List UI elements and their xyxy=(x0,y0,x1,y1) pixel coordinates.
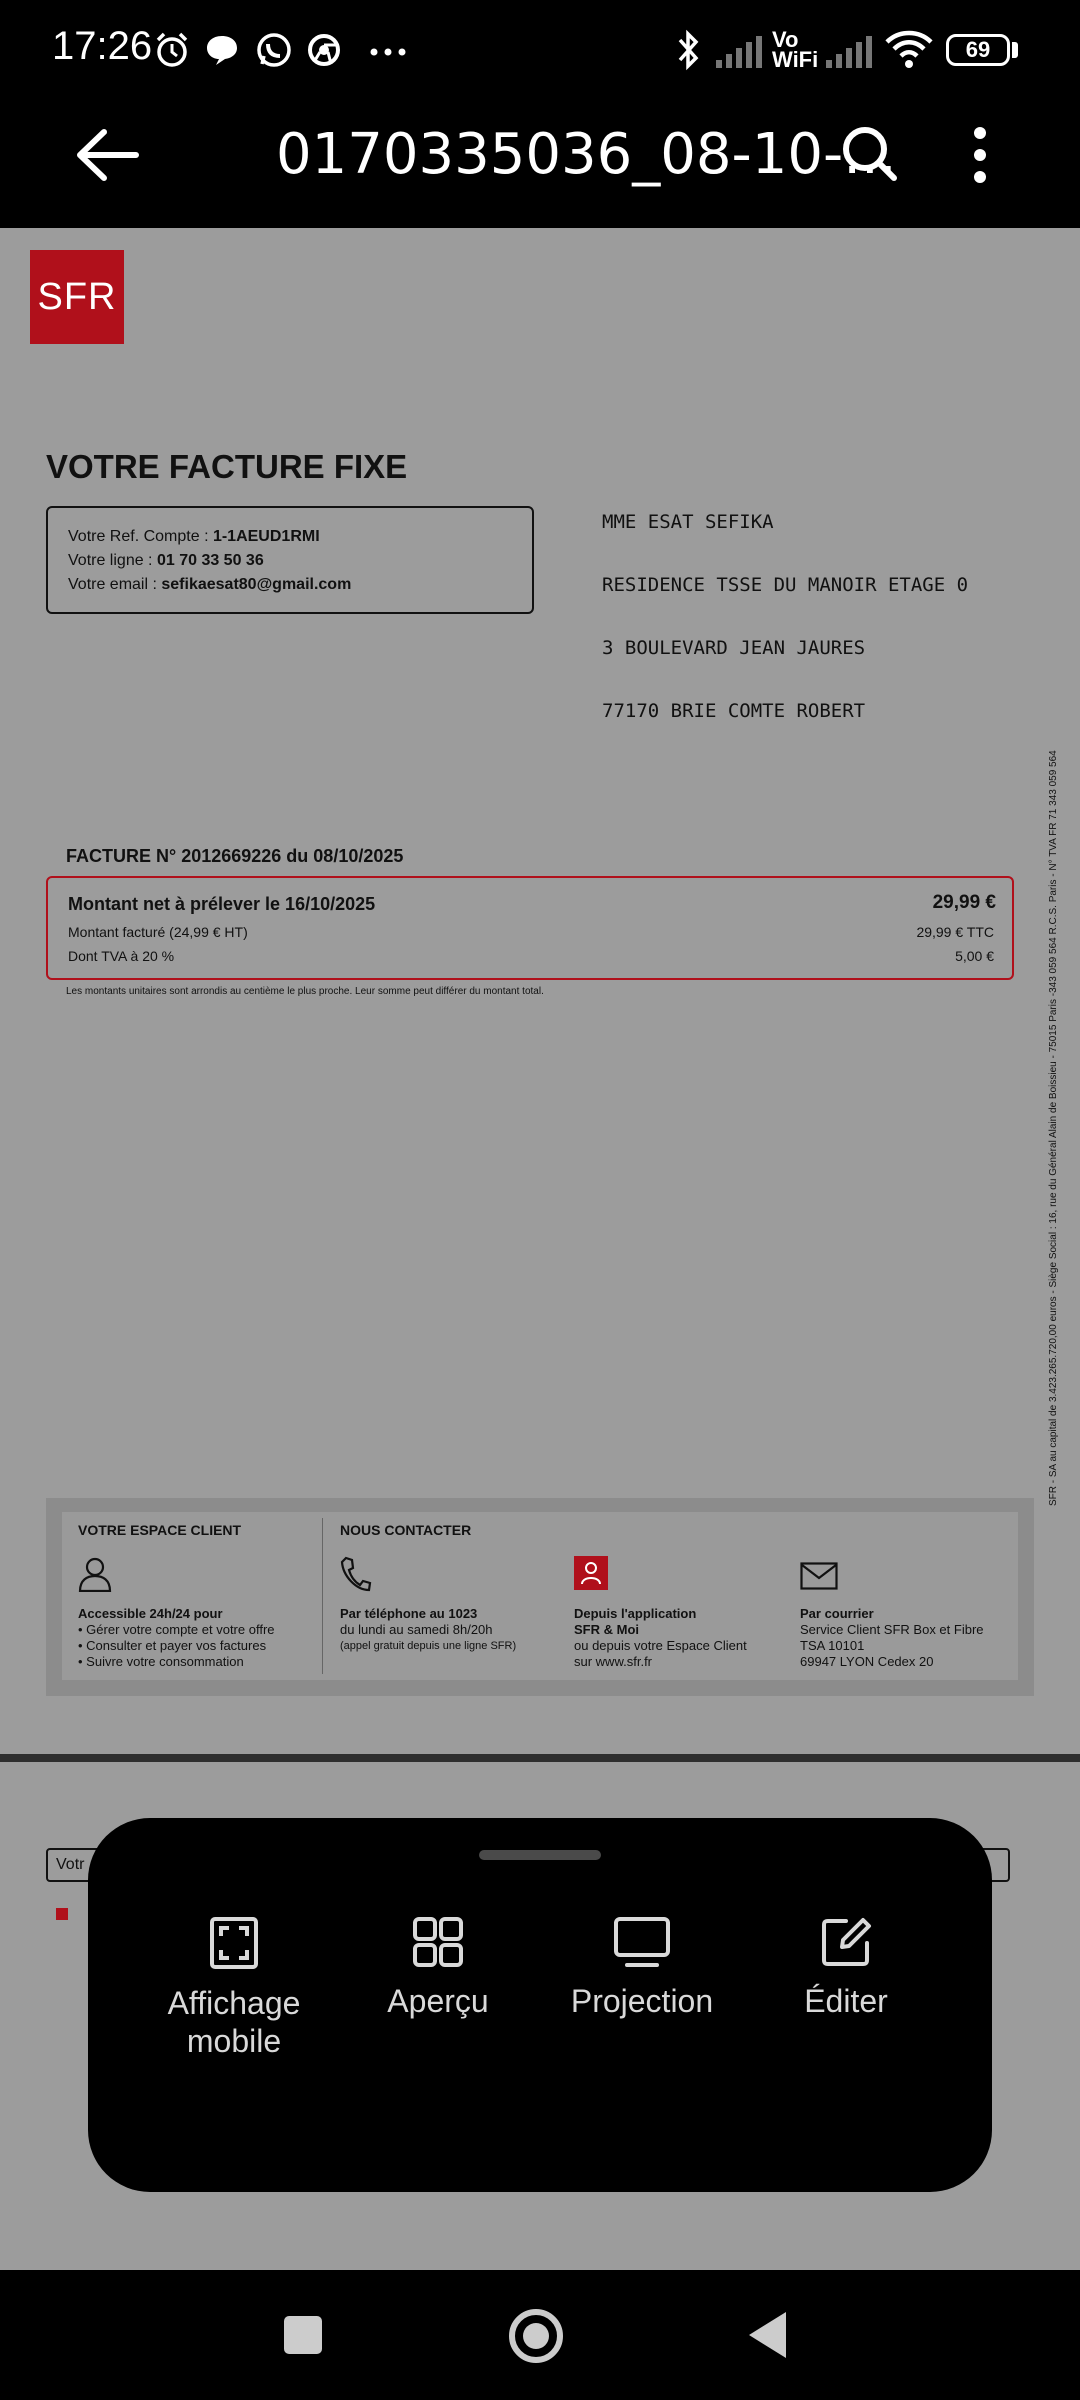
edit-button[interactable] xyxy=(756,1916,936,2020)
phone-text xyxy=(340,1606,516,1654)
phone-icon xyxy=(340,1556,372,1592)
status-bar xyxy=(0,0,1080,100)
user-icon xyxy=(78,1556,112,1592)
page2-bullet xyxy=(56,1908,68,1920)
line-number-line xyxy=(68,552,264,570)
ref-account-value: 1-1AEUD1RMI xyxy=(212,528,320,545)
mail-line: TSA 10101 xyxy=(800,1638,865,1653)
email-label: Votre email : xyxy=(68,576,162,593)
sfr-logo: SFR xyxy=(30,250,124,344)
status-time: 17:26 xyxy=(52,24,153,68)
monitor-icon xyxy=(613,1916,671,1968)
vowifi-label-bottom: WiFi xyxy=(772,47,819,72)
espace-client-bold: Accessible 24h/24 pour xyxy=(78,1606,223,1621)
preview-label: Aperçu xyxy=(387,1983,489,2019)
email-line xyxy=(68,576,351,594)
phone-line: du lundi au samedi 8h/20h xyxy=(340,1622,493,1637)
phone-bold: Par téléphone au 1023 xyxy=(340,1606,478,1621)
line-number-label: Votre ligne : xyxy=(68,552,157,569)
rounding-note: Les montants unitaires sont arrondis au centième le plus proche. Leur somme peut différer du montant total. xyxy=(66,986,544,997)
app-text xyxy=(574,1606,747,1670)
preview-button[interactable] xyxy=(348,1916,528,2020)
address-line: 77170 BRIE COMTE ROBERT xyxy=(602,700,866,722)
recents-square-icon[interactable] xyxy=(282,2314,324,2356)
contact-footer-inner xyxy=(62,1512,1018,1680)
back-triangle-icon[interactable] xyxy=(746,2310,788,2360)
net-amount-label: Montant net à prélever le 16/10/2025 xyxy=(68,894,376,914)
address-line: 3 BOULEVARD JEAN JAURES xyxy=(602,637,866,659)
contact-title: NOUS CONTACTER xyxy=(340,1522,472,1538)
projection-button[interactable] xyxy=(552,1916,732,2020)
column-divider xyxy=(322,1518,323,1674)
ref-account-label: Votre Ref. Compte : xyxy=(68,528,213,545)
phone-line: (appel gratuit depuis une ligne SFR) xyxy=(340,1640,517,1652)
app-line: ou depuis votre Espace Client xyxy=(574,1638,747,1653)
invoice-heading: VOTRE FACTURE FIXE xyxy=(46,448,408,485)
back-arrow-icon[interactable] xyxy=(76,128,140,182)
espace-line: • Suivre votre consommation xyxy=(78,1654,244,1669)
projection-label: Projection xyxy=(570,1983,714,2019)
mail-line: 69947 LYON Cedex 20 xyxy=(800,1654,934,1669)
bluetooth-icon xyxy=(676,28,702,72)
mobile-view-label: Affichage mobile xyxy=(167,1985,301,2059)
alarm-icon xyxy=(152,30,192,70)
bottom-sheet xyxy=(88,1818,992,2192)
mail-bold: Par courrier xyxy=(800,1606,874,1621)
battery-icon xyxy=(946,34,1010,66)
chrome-icon xyxy=(306,32,342,68)
billed-amount-value: 29,99 € TTC xyxy=(916,924,994,940)
home-circle-icon[interactable] xyxy=(508,2308,564,2364)
overflow-menu-icon[interactable] xyxy=(972,126,988,184)
more-dots-icon xyxy=(370,48,406,56)
mobile-view-icon xyxy=(209,1916,259,1970)
espace-client-text xyxy=(78,1606,275,1670)
reference-box xyxy=(46,506,534,614)
battery-tip xyxy=(1012,42,1018,58)
billed-amount-label: Montant facturé (24,99 € HT) xyxy=(68,924,248,940)
mail-text xyxy=(800,1606,984,1670)
espace-line: • Gérer votre compte et votre offre xyxy=(78,1622,275,1637)
app-line: sur www.sfr.fr xyxy=(574,1654,653,1669)
address-line: MME ESAT SEFIKA xyxy=(602,511,774,533)
mail-line: Service Client SFR Box et Fibre xyxy=(800,1622,984,1637)
email-value: sefikaesat80@gmail.com xyxy=(161,576,352,593)
signal-icon xyxy=(826,36,874,68)
edit-icon xyxy=(820,1916,872,1968)
whatsapp-icon xyxy=(254,30,294,70)
vat-value: 5,00 € xyxy=(955,948,994,964)
mail-icon xyxy=(800,1562,838,1590)
ref-account-line xyxy=(68,528,320,546)
invoice-number: FACTURE N° 2012669226 du 08/10/2025 xyxy=(66,846,404,866)
side-legal-text xyxy=(1040,666,1060,1506)
grid-preview-icon xyxy=(412,1916,464,1968)
app-bold: Depuis l'application xyxy=(574,1606,697,1621)
page2-box-label: Votr xyxy=(56,1856,85,1873)
battery-level: 69 xyxy=(965,37,991,62)
app-bold: SFR & Moi xyxy=(574,1622,639,1637)
amount-box xyxy=(46,876,1014,980)
page-separator xyxy=(0,1754,1080,1762)
edit-label: Éditer xyxy=(804,1983,888,2019)
document-title: 0170335036_08-10-... xyxy=(276,122,897,187)
signal-icon xyxy=(716,36,764,68)
wifi-icon xyxy=(884,30,934,70)
espace-client-title: VOTRE ESPACE CLIENT xyxy=(78,1522,242,1538)
chat-bubble-icon xyxy=(204,32,240,68)
vowifi-label-top: Vo xyxy=(772,27,799,52)
vat-label: Dont TVA à 20 % xyxy=(68,948,175,964)
address-line: RESIDENCE TSSE DU MANOIR ETAGE 0 xyxy=(602,574,969,596)
espace-line: • Consulter et payer vos factures xyxy=(78,1638,267,1653)
navigation-bar xyxy=(0,2270,1080,2400)
sfr-app-icon xyxy=(574,1556,608,1590)
line-number-value: 01 70 33 50 36 xyxy=(156,552,264,569)
customer-address xyxy=(602,470,968,764)
mobile-view-button[interactable] xyxy=(144,1916,324,2060)
legal-text: SFR - SA au capital de 3.423.265.720,00 euros - Siège Social : 16, rue du Général Alain de Boissieu - 75015 Paris -343 059 564 R.C.S. Paris - N° TVA FR 71 343 059 564 xyxy=(1048,750,1059,1506)
sheet-drag-handle[interactable] xyxy=(479,1850,601,1860)
net-amount-value: 29,99 € xyxy=(932,892,996,913)
vowifi-icon xyxy=(772,27,819,72)
